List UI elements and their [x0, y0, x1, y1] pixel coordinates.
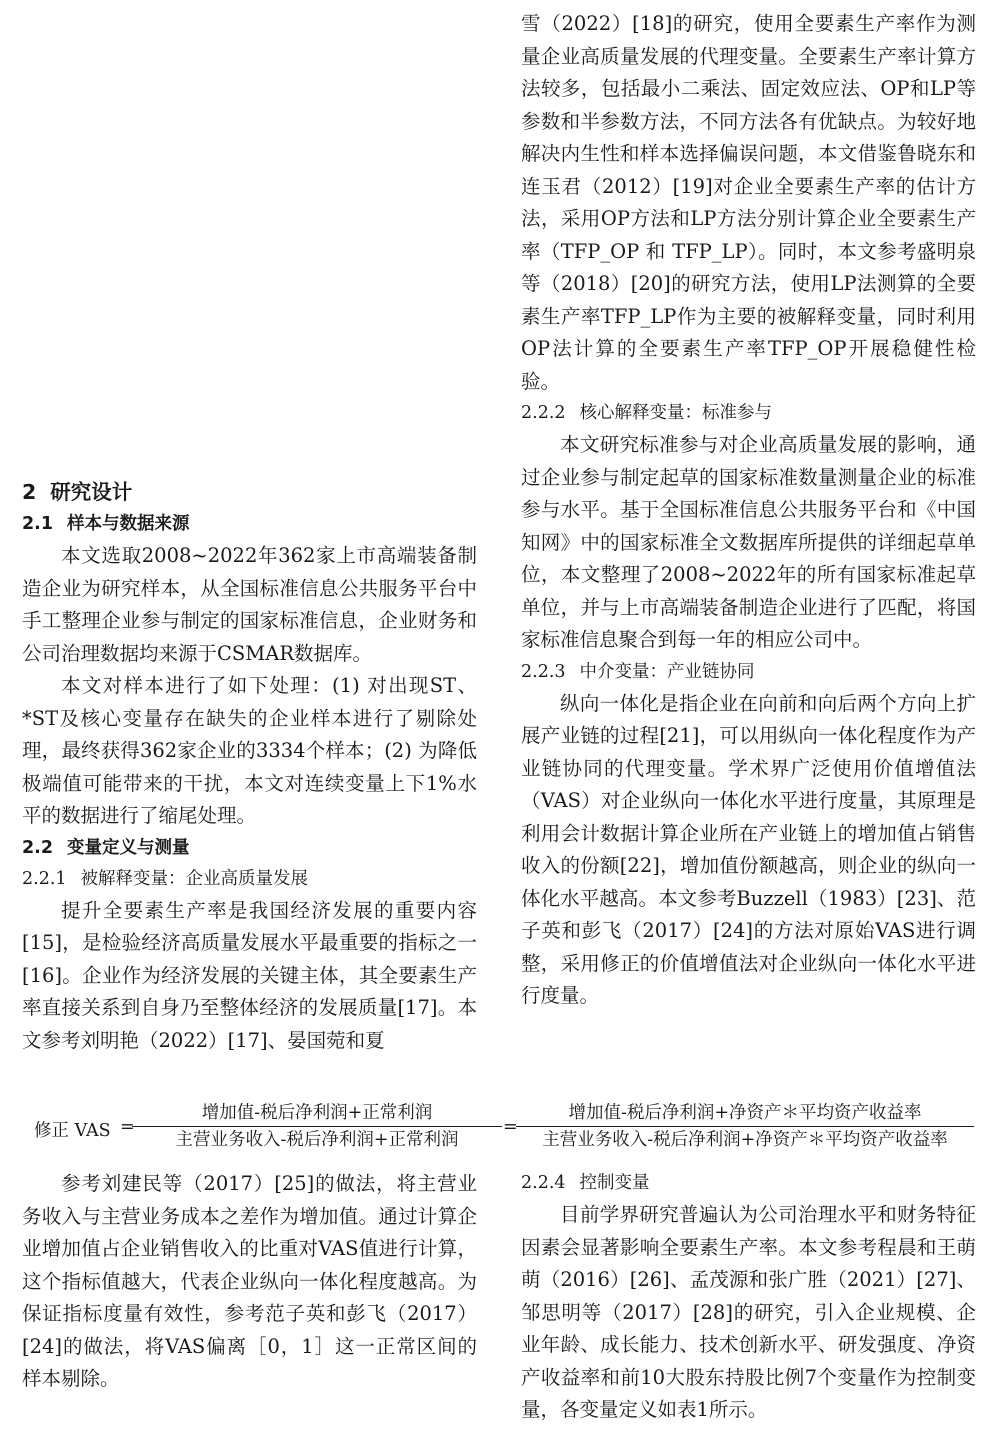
heading-number: 2.2.2	[521, 403, 566, 423]
heading-number: 2.2.1	[22, 868, 67, 889]
left-column-bottom	[22, 1168, 477, 1396]
formula-equals: =	[503, 1117, 518, 1137]
heading-title: 变量定义与测量	[67, 837, 190, 858]
heading-title: 核心解释变量：标准参与	[579, 403, 773, 423]
heading-number: 2.2	[22, 837, 54, 858]
left-column-top	[22, 475, 477, 1057]
fraction-denominator: 主营业务收入-税后净利润+净资产＊平均资产收益率	[542, 1130, 948, 1150]
paragraph-tfp-importance: 提升全要素生产率是我国经济发展的重要内容[15]，是检验经济高质量发展水平最重要的指标之一[16]。企业作为经济发展的关键主体，其全要素生产率直接关系到自身乃至整体经济的发展质量[17]。本文参考刘明艳（2022）[17]、晏国菀和夏	[22, 898, 477, 1052]
heading-title: 研究设计	[50, 480, 133, 504]
heading-2-2-1	[22, 864, 477, 895]
heading-title: 中介变量：产业链协同	[579, 661, 755, 682]
fraction-2	[516, 1100, 974, 1153]
paragraph-vertical-integration: 纵向一体化是指企业在向前和向后两个方向上扩展产业链的过程[21]，可以用纵向一体化程度作为产业链协同的代理变量。学术界广泛使用价值增值法（VAS）对企业纵向一体化水平进行度量，其原理是利用会计数据计算企业所在产业链上的增加值占销售收入的份额[22]，增加值份额越高，则企业的纵向一体化水平越高。本文参考Buzzell（1983）[23]、范子英和彭飞（2017）[24]的方法对原始VAS进行调整，采用修正的价值增值法对企业纵向一体化水平进行度量。	[521, 691, 976, 1007]
paragraph-sample-source: 本文选取2008~2022年362家上市高端装备制造企业为研究样本，从全国标准信息公共服务平台中手工整理企业参与制定的国家标准信息，企业财务和公司治理数据均来源于CSMAR数据库。	[22, 544, 477, 665]
fraction-1	[132, 1100, 502, 1153]
section-heading-2	[22, 475, 477, 509]
heading-2-2-4	[521, 1168, 976, 1199]
right-column-top	[521, 8, 976, 1013]
vas-formula	[34, 1100, 974, 1160]
heading-title: 被解释变量：企业高质量发展	[80, 868, 309, 889]
paragraph-sample-processing: 本文对样本进行了如下处理：(1) 对出现ST、*ST及核心变量存在缺失的企业样本进行了剔除处理，最终获得362家企业的3334个样本；(2) 为降低极端值可能带来的干扰，本文对连续变量上下1%水平的数据进行了缩尾处理。	[22, 674, 477, 827]
fraction-numerator: 增加值-税后净利润+正常利润	[201, 1103, 433, 1123]
heading-title: 样本与数据来源	[67, 514, 190, 534]
paragraph-control-variables: 目前学界研究普遍认为公司治理水平和财务特征因素会显著影响全要素生产率。本文参考程晨和王萌萌（2016）[26]、孟茂源和张广胜（2021）[27]、邹思明等（2017）[28]的研究，引入企业规模、企业年龄、成长能力、技术创新水平、研发强度、净资产收益率和前10大股东持股比例7个变量作为控制变量，各变量定义如表1所示。	[521, 1203, 976, 1421]
paragraph-vas-adjustment: 参考刘建民等（2017）[25]的做法，将主营业务收入与主营业务成本之差作为增加值。通过计算企业增加值占企业销售收入的比重对VAS值进行计算，这个指标值越大，代表企业纵向一体化程度越高。为保证指标度量有效性，参考范子英和彭飞（2017）[24]的做法，将VAS偏离［0，1］这一正常区间的样本剔除。	[22, 1172, 477, 1390]
heading-number: 2.2.3	[521, 661, 566, 682]
heading-number: 2.1	[22, 514, 54, 534]
paragraph-standard-participation: 本文研究标准参与对企业高质量发展的影响，通过企业参与制定起草的国家标准数量测量企业的标准参与水平。基于全国标准信息公共服务平台和《中国知网》中的国家标准全文数据库所提供的详细起草单位，本文整理了2008~2022年的所有国家标准起草单位，并与上市高端装备制造企业进行了匹配，将国家标准信息聚合到每一年的相应公司中。	[521, 433, 976, 651]
formula-equals: =	[120, 1117, 135, 1137]
paragraph-tfp-method: 雪（2022）[18]的研究，使用全要素生产率作为测量企业高质量发展的代理变量。全要素生产率计算方法较多，包括最小二乘法、固定效应法、OP和LP等参数和半参数方法，不同方法各有优缺点。为较好地解决内生性和样本选择偏误问题，本文借鉴鲁晓东和连玉君（2012）[19]对企业全要素生产率的估计方法，采用OP方法和LP方法分别计算企业全要素生产率（TFP_OP 和 TFP_LP）。同时，本文参考盛明泉等（2018）[20]的研究方法，使用LP法测算的全要素生产率TFP_LP作为主要的被解释变量，同时利用OP法计算的全要素生产率TFP_OP开展稳健性检验。	[521, 12, 976, 393]
heading-2-2	[22, 833, 477, 864]
heading-2-1	[22, 509, 477, 540]
heading-2-2-3	[521, 657, 976, 688]
heading-number: 2	[22, 480, 37, 504]
heading-2-2-2	[521, 398, 976, 429]
fraction-numerator: 增加值-税后净利润+净资产＊平均资产收益率	[568, 1103, 922, 1123]
formula-label: 修正 VAS	[34, 1121, 111, 1141]
heading-title: 控制变量	[579, 1173, 650, 1193]
heading-number: 2.2.4	[521, 1173, 566, 1193]
fraction-denominator: 主营业务收入-税后净利润+正常利润	[175, 1130, 459, 1150]
right-column-bottom	[521, 1168, 976, 1427]
